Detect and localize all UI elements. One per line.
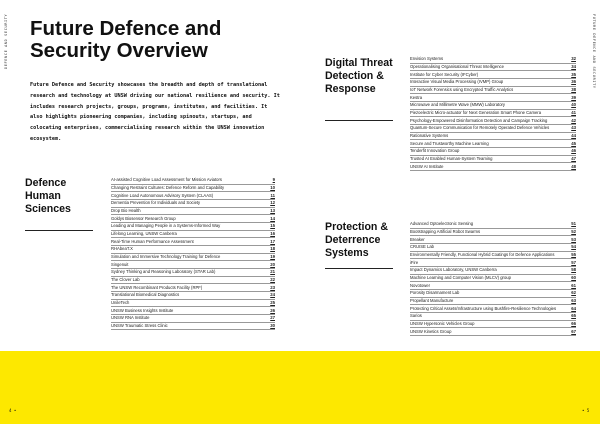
toc-entry[interactable]: [111, 284, 275, 292]
section-rule-digital: [325, 120, 393, 121]
toc-entry[interactable]: [410, 328, 576, 336]
toc-entry-page-link[interactable]: 17: [270, 238, 275, 244]
toc-entry[interactable]: [410, 79, 576, 87]
toc-entry-page-link[interactable]: 65: [571, 313, 576, 319]
toc-entry[interactable]: [410, 275, 576, 283]
toc-entry-title: Real-Time Human Performance Assessment: [111, 238, 194, 244]
toc-entry-page-link[interactable]: 26: [270, 307, 275, 313]
toc-entry[interactable]: [410, 56, 576, 64]
toc-entry-title: IoT Network Forensics using Encrypted Traffic Analytics: [410, 86, 514, 92]
footer-band: [0, 351, 600, 424]
toc-entry-page-link[interactable]: 45: [571, 140, 576, 146]
toc-entry-title: Operationalising Organisational Threat Intelligence: [410, 63, 504, 69]
intro-paragraph: Future Defence and Security showcases the breadth and depth of translational research and technology at UNSW driving our national resilience and security. It includes research projects, groups, programs, institutes, and facilities. It also highlights pioneering companies, including spinouts, startups, and colocating enterprises, commercialising research within the UNSW innovation ecosystem.: [30, 82, 280, 142]
toc-entry-page-link[interactable]: 11: [270, 192, 275, 198]
toc-entry[interactable]: [410, 133, 576, 141]
toc-entry-title: Trusted AI Enabled Human-System Teaming: [410, 155, 493, 161]
toc-entry-page-link[interactable]: 41: [571, 109, 576, 115]
toc-entry[interactable]: [410, 140, 576, 148]
toc-entry[interactable]: [111, 269, 275, 277]
toc-entry[interactable]: [410, 71, 576, 79]
toc-entry[interactable]: [410, 321, 576, 329]
toc-entry-title: Interactive Visual Media Processing (IVMP) Group: [410, 79, 504, 85]
toc-entry[interactable]: [410, 102, 576, 110]
toc-list-protection: [410, 221, 576, 336]
toc-entry-page-link[interactable]: 52: [571, 228, 576, 234]
toc-entry[interactable]: [111, 192, 275, 200]
toc-entry-title: Psychology-Empowered Disinformation Detection and Campaign Tracking: [410, 117, 548, 123]
toc-entry[interactable]: [410, 148, 576, 156]
toc-entry[interactable]: [111, 231, 275, 239]
toc-entry-title: Sarios: [410, 313, 422, 319]
toc-entry-page-link[interactable]: 63: [571, 297, 576, 303]
toc-entry[interactable]: [410, 117, 576, 125]
toc-entry-title: Simulation and Immersive Technology Training for Defence: [111, 253, 221, 259]
toc-entry-page-link[interactable]: 21: [270, 269, 275, 275]
toc-entry-title: Environmentally Friendly, Functional Hybrid Coatings for Defence Applications: [410, 251, 555, 257]
toc-entry-title: UNSW Hypersonic Vehicles Group: [410, 320, 475, 326]
toc-entry[interactable]: [410, 244, 576, 252]
section-heading-defence: Defence Human Sciences: [25, 177, 71, 215]
page-title: Future Defence and Security Overview: [30, 17, 222, 62]
toc-entry-page-link[interactable]: 43: [571, 125, 576, 131]
toc-entry-page-link[interactable]: 14: [270, 215, 275, 221]
page-number-left: 4 •: [9, 408, 17, 413]
toc-entry-title: UNSW RNA Institute: [111, 315, 150, 321]
toc-entry-title: Lifelong Learning, UNSW Canberra: [111, 230, 177, 236]
toc-entry-page-link[interactable]: 10: [270, 184, 275, 190]
toc-entry-title: Dementia Prevention for Individuals and Society: [111, 200, 201, 206]
toc-entry-title: UNSW Traumatic Stress Clinic: [111, 322, 168, 328]
toc-entry-title: Leading and Managing People in a Systems-Informed Way: [111, 223, 221, 229]
toc-entry[interactable]: [111, 223, 275, 231]
toc-entry[interactable]: [410, 282, 576, 290]
toc-entry-page-link[interactable]: 9: [272, 177, 275, 183]
toc-entry-page-link[interactable]: 30: [270, 322, 275, 328]
toc-entry-title: Institute for Cyber Security (IFCyber): [410, 71, 479, 77]
toc-entry-page-link[interactable]: 62: [571, 290, 576, 296]
toc-entry-page-link[interactable]: 18: [270, 246, 275, 252]
toc-entry-page-link[interactable]: 57: [571, 259, 576, 265]
toc-entry-page-link[interactable]: 58: [571, 267, 576, 273]
toc-list-defence: [111, 177, 275, 330]
toc-entry-title: Porosity Disarmament Lab: [410, 290, 460, 296]
toc-entry-page-link[interactable]: 67: [571, 328, 576, 334]
side-label-right: FUTURE DEFENCE AND SECURITY: [592, 14, 596, 89]
toc-entry-page-link[interactable]: 12: [270, 200, 275, 206]
toc-entry-title: Machine Learning and Computer Vision (MLCV) group: [410, 274, 511, 280]
toc-entry-title: RHAbeaT.X: [111, 246, 133, 252]
toc-entry-page-link[interactable]: 22: [270, 276, 275, 282]
toc-entry-page-link[interactable]: 60: [571, 274, 576, 280]
toc-entry-title: CRUISE Lab: [410, 244, 434, 250]
toc-entry-page-link[interactable]: 48: [571, 163, 576, 169]
toc-entry-title: iFire: [410, 259, 419, 265]
toc-entry-page-link[interactable]: 44: [571, 132, 576, 138]
toc-entry-page-link[interactable]: 13: [270, 207, 275, 213]
toc-entry-page-link[interactable]: 34: [571, 63, 576, 69]
toc-entry-page-link[interactable]: 27: [270, 315, 275, 321]
toc-entry[interactable]: [410, 313, 576, 321]
toc-entry-page-link[interactable]: 66: [571, 320, 576, 326]
toc-entry-title: Protecting Critical Assets/Infrastructure using Bushfire-Resilience Technologies: [410, 305, 557, 311]
toc-entry-title: AI-assisted Cognitive Load Assessment for Mission Aviators: [111, 177, 222, 183]
toc-entry-title: Bootstrapping Artificial Robot Swarms: [410, 228, 481, 234]
toc-entry-page-link[interactable]: 19: [270, 253, 275, 259]
toc-entry[interactable]: [410, 229, 576, 237]
toc-entry[interactable]: [111, 277, 275, 285]
toc-entry-title: Quantum-Secure Communication for Remotely Operated Defence Vehicles: [410, 125, 550, 131]
toc-entry[interactable]: [111, 300, 275, 308]
toc-entry[interactable]: [410, 221, 576, 229]
section-heading-digital: Digital Threat Detection & Response: [325, 57, 393, 95]
toc-entry[interactable]: [111, 200, 275, 208]
toc-entry[interactable]: [410, 125, 576, 133]
section-heading-protection: Protection & Deterrence Systems: [325, 221, 388, 259]
toc-entry-title: Envision Systems: [410, 56, 444, 62]
toc-entry-title: Changing Restraint Cultures: Defence Reform and Capability: [111, 184, 225, 190]
toc-entry-title: Advanced Optoelectronic Sensing: [410, 221, 474, 227]
toc-entry-page-link[interactable]: 61: [571, 282, 576, 288]
toc-entry-title: The Clover Lab: [111, 276, 140, 282]
toc-entry[interactable]: [111, 323, 275, 331]
toc-entry[interactable]: [410, 110, 576, 118]
toc-entry[interactable]: [410, 163, 576, 171]
toc-entry[interactable]: [410, 94, 576, 102]
toc-entry-title: Goldys Biosensor Research Group: [111, 215, 176, 221]
toc-entry-page-link[interactable]: 15: [270, 223, 275, 229]
toc-entry-title: Rationative Systems: [410, 132, 449, 138]
toc-entry-title: Singenuit: [111, 261, 129, 267]
toc-entry-page-link[interactable]: 16: [270, 230, 275, 236]
toc-entry-page-link[interactable]: 36: [571, 79, 576, 85]
toc-entry[interactable]: [111, 185, 275, 193]
section-rule-protection: [325, 268, 393, 269]
toc-entry[interactable]: [111, 292, 275, 300]
toc-entry-title: The UNSW Recombinant Products Facility (RPF): [111, 284, 203, 290]
section-rule-defence: [25, 230, 93, 231]
toc-entry[interactable]: [111, 261, 275, 269]
toc-entry[interactable]: [410, 64, 576, 72]
toc-entry-title: UnileTech: [111, 299, 130, 305]
toc-entry[interactable]: [111, 177, 275, 185]
toc-entry-title: UNSW Kinetics Group: [410, 328, 452, 334]
toc-entry-title: Translational Biomedical Diagnostics: [111, 292, 180, 298]
toc-entry[interactable]: [410, 305, 576, 313]
toc-entry-page-link[interactable]: 53: [571, 236, 576, 242]
toc-entry[interactable]: [410, 290, 576, 298]
toc-entry[interactable]: [111, 254, 275, 262]
toc-entry-page-link[interactable]: 40: [571, 102, 576, 108]
toc-entry-title: Breaker: [410, 236, 425, 242]
toc-entry-title: Propellant Manufacture: [410, 297, 454, 303]
toc-entry-page-link[interactable]: 25: [270, 299, 275, 305]
toc-entry-page-link[interactable]: 54: [571, 244, 576, 250]
toc-entry[interactable]: [410, 252, 576, 260]
toc-entry-page-link[interactable]: 64: [571, 305, 576, 311]
toc-entry[interactable]: [410, 156, 576, 164]
side-label-left: DEFENCE AND SECURITY: [4, 14, 8, 70]
toc-entry[interactable]: [111, 238, 275, 246]
toc-entry-page-link[interactable]: 20: [270, 261, 275, 267]
toc-entry-page-link[interactable]: 42: [571, 117, 576, 123]
toc-entry-page-link[interactable]: 55: [571, 251, 576, 257]
toc-entry[interactable]: [410, 267, 576, 275]
toc-entry-title: Impact Dynamics Laboratory, UNSW Canberra: [410, 267, 497, 273]
toc-entry[interactable]: [111, 315, 275, 323]
toc-entry-page-link[interactable]: 38: [571, 86, 576, 92]
toc-entry-title: Kestra: [410, 94, 423, 100]
toc-list-digital: [410, 56, 576, 171]
toc-entry[interactable]: [111, 246, 275, 254]
toc-entry-page-link[interactable]: 46: [571, 148, 576, 154]
toc-entry-title: Microwave and Millimetre Wave (MMW) Laboratory: [410, 102, 506, 108]
toc-entry-page-link[interactable]: 23: [270, 284, 275, 290]
toc-entry-title: Secure and Trustworthy Machine Learning: [410, 140, 489, 146]
toc-entry[interactable]: [111, 307, 275, 315]
toc-entry-page-link[interactable]: 32: [571, 56, 576, 62]
page-number-right: • 5: [582, 408, 590, 413]
toc-entry[interactable]: [410, 87, 576, 95]
toc-entry[interactable]: [410, 298, 576, 306]
toc-entry[interactable]: [111, 208, 275, 216]
toc-entry-title: Piezoelectric Micro-actuator for Next Generation Smart Phone Camera: [410, 109, 542, 115]
toc-entry-title: Tenderfit Innovation Group: [410, 148, 460, 154]
toc-entry-title: Novotower: [410, 282, 431, 288]
toc-entry[interactable]: [410, 236, 576, 244]
toc-entry-page-link[interactable]: 39: [571, 94, 576, 100]
toc-entry-page-link[interactable]: 35: [571, 71, 576, 77]
toc-entry-title: UNSW Business Insights Institute: [111, 307, 174, 313]
toc-entry-page-link[interactable]: 51: [571, 221, 576, 227]
toc-entry-title: Sydney Thinking and Reasoning Laboratory (STAR Lab): [111, 269, 216, 275]
toc-entry-page-link[interactable]: 24: [270, 292, 275, 298]
toc-entry[interactable]: [111, 215, 275, 223]
toc-entry-title: Cognitive Load Autonomous Advisory System (CLAAS): [111, 192, 214, 198]
toc-entry-title: Drop Bio Health: [111, 207, 141, 213]
toc-entry-title: UNSW AI Institute: [410, 163, 444, 169]
toc-entry[interactable]: [410, 259, 576, 267]
toc-entry-page-link[interactable]: 47: [571, 155, 576, 161]
